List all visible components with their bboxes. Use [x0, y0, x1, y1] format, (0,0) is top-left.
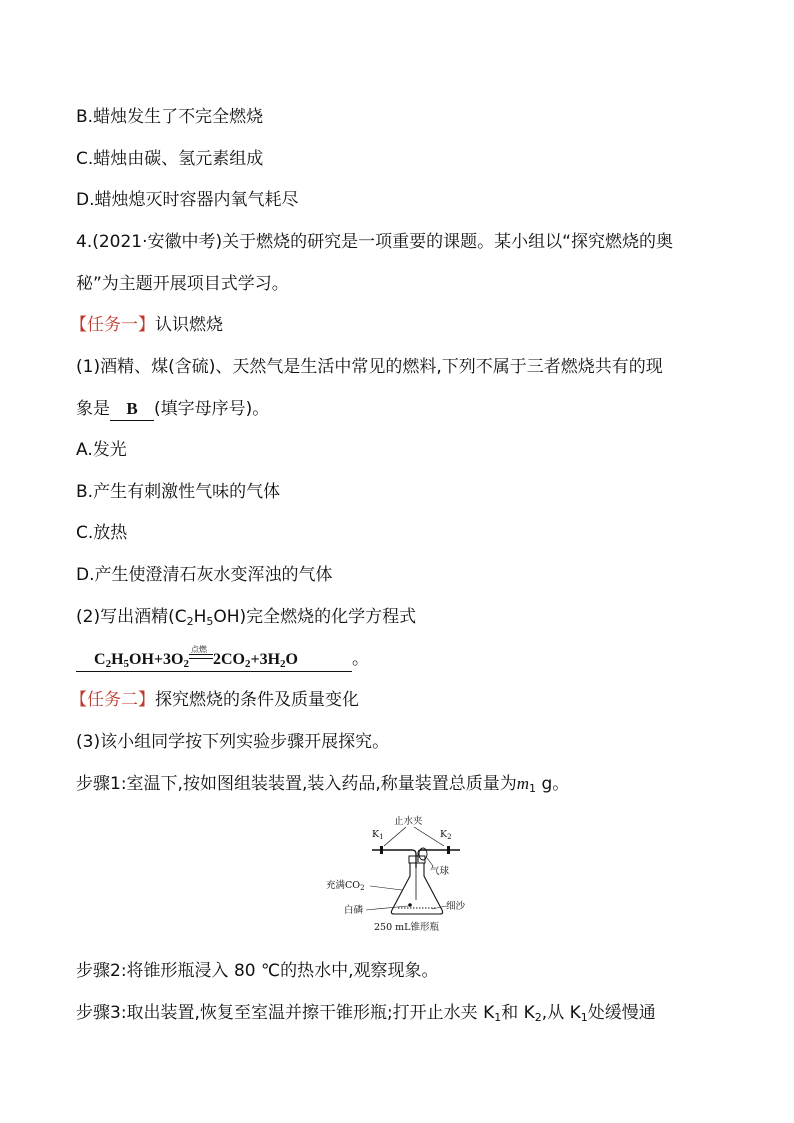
- task1-title: 认识燃烧: [155, 315, 223, 335]
- step1-mass-sub: 1: [529, 782, 537, 795]
- question-1-answer-line: [76, 398, 269, 421]
- question-4-stem: 4.(2021·安徽中考)关于燃烧的研究是一项重要的课题。某小组以“探究燃烧的奥: [76, 232, 673, 252]
- flask-label: 250 mL锥形瓶: [374, 922, 439, 933]
- apparatus-diagram: [320, 810, 480, 938]
- equation-line: [76, 645, 369, 672]
- ignition-condition: 点燃: [189, 648, 213, 662]
- q1-answer: B: [110, 398, 154, 421]
- q2-sub-b: 5: [206, 615, 214, 628]
- phosphorus-label: 白磷: [344, 905, 364, 916]
- balloon-label: 气球: [430, 866, 450, 877]
- step3-text-c: ,从 K: [541, 1003, 581, 1023]
- q2-text-c: OH)完全燃烧的化学方程式: [213, 607, 417, 627]
- step1-text: 步骤1:室温下,按如图组装装置,装入药品,称量装置总质量为: [76, 774, 517, 794]
- co2-label: 充满$CO_2$: [326, 880, 365, 892]
- task1-heading: [70, 314, 223, 336]
- q2-text-b: H: [193, 607, 207, 627]
- question-4-stem-cont: 秘”为主题开展项目式学习。: [76, 274, 289, 294]
- step-1-line: [76, 773, 569, 795]
- option-c-line: C.蜡烛由碳、氢元素组成: [76, 149, 264, 169]
- task1-tag: 【任务一】: [70, 315, 155, 335]
- task2-tag: 【任务二】: [70, 690, 155, 710]
- step1-mass-symbol: m: [516, 774, 530, 793]
- q1-option-b: B.产生有刺激性气味的气体: [76, 482, 281, 502]
- question-2-line: [76, 606, 416, 628]
- clamp-label: 止水夹: [394, 816, 423, 827]
- task2-title: 探究燃烧的条件及质量变化: [155, 690, 359, 710]
- equation-period: 。: [352, 649, 369, 669]
- step3-text-a: 步骤3:取出装置,恢复至室温并擦干锥形瓶;打开止水夹 K: [76, 1003, 495, 1023]
- step1-unit: g。: [536, 774, 570, 794]
- step3-text-d: 处缓慢通: [587, 1003, 656, 1023]
- step-2-line: 步骤2:将锥形瓶浸入 80 ℃的热水中,观察现象。: [76, 961, 439, 981]
- option-d-line: D.蜡烛熄灭时容器内氧气耗尽: [76, 190, 299, 210]
- q1-option-c: C.放热: [76, 523, 128, 543]
- step-3-line: [76, 1002, 656, 1024]
- q1-prefix: 象是: [76, 399, 110, 419]
- sand-label: 细沙: [446, 901, 466, 912]
- q1-option-d: D.产生使澄清石灰水变浑浊的气体: [76, 565, 333, 585]
- q1-suffix: (填字母序号)。: [154, 399, 270, 419]
- q1-option-a: A.发光: [76, 440, 127, 460]
- k2-label: $K_2$: [440, 829, 452, 841]
- step3-sub-c: 1: [580, 1011, 588, 1024]
- question-3-line: (3)该小组同学按下列实验步骤开展探究。: [76, 732, 390, 752]
- q2-text-a: (2)写出酒精(C: [76, 607, 187, 627]
- option-b-line: B.蜡烛发生了不完全燃烧: [76, 107, 264, 127]
- question-1-line: (1)酒精、煤(含硫)、天然气是生活中常见的燃料,下列不属于三者燃烧共有的现: [76, 357, 663, 377]
- step3-sub-b: 2: [534, 1011, 542, 1024]
- q2-sub-a: 2: [186, 615, 194, 628]
- step3-text-b: 和 K: [501, 1003, 535, 1023]
- k1-label: $K_1$: [372, 829, 384, 841]
- step3-sub-a: 1: [494, 1011, 502, 1024]
- task2-heading: [70, 689, 359, 711]
- combustion-equation: $C_2H_5OH+3O_2$ 点燃 $2CO_2+3H_2O$: [76, 648, 352, 672]
